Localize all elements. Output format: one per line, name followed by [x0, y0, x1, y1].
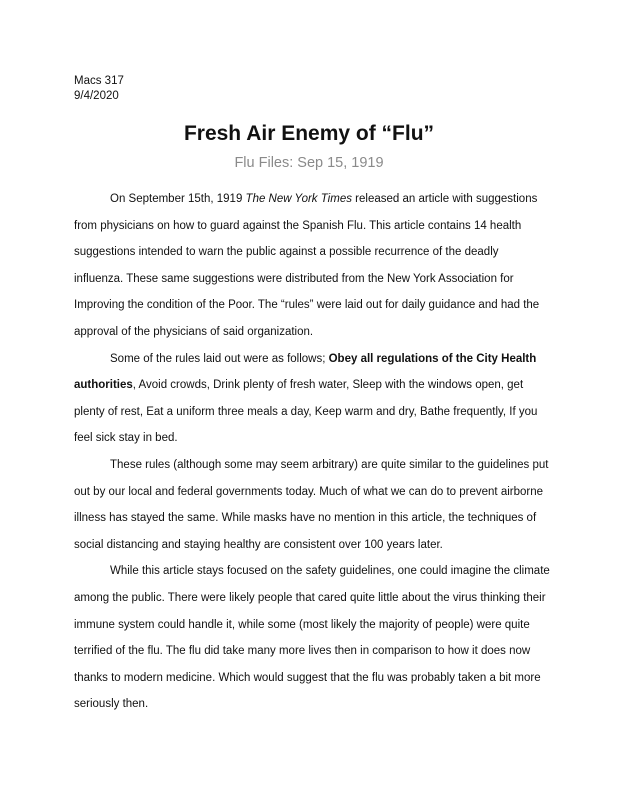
document-date: 9/4/2020: [74, 90, 119, 102]
course-name: Macs 317: [74, 75, 124, 87]
paragraph-3: These rules (although some may seem arbitrary) are quite similar to the guidelines put out by our local and federal governments today. Much of what we can do to prevent airborne illness has stayed the same. While masks have no mention in this article, the techniques of social distancing and staying healthy are consistent over 100 years later.: [74, 458, 549, 551]
paragraph-2: [74, 346, 550, 452]
paragraph-1-text: released an article with suggestions from physicians on how to guard against the Spanish Flu. This article contains 14 health suggestions intended to warn the public against a possible recurrence of the deadly influenza. These same suggestions were distributed from the New York Association for Improving the condition of the Poor. The “rules” were laid out for daily guidance and had the approval of the physicians of said organization.: [74, 193, 540, 338]
paragraph-4: While this article stays focused on the safety guidelines, one could imagine the climate among the public. There were likely people that cared quite little about the virus thinking their immune system could handle it, while some (most likely the majority of people) were quite terrified of the flu. The flu did take many more lives then in comparison to how it does now thanks to modern medicine. Which would suggest that the flu was probably taken a bit more seriously then.: [74, 565, 550, 711]
document-header: [74, 74, 124, 104]
paragraph-1-intro: On September 15th, 1919: [110, 193, 246, 205]
document-body: [74, 186, 550, 718]
paragraph-1: [74, 186, 550, 346]
document-subtitle: Flu Files: Sep 15, 1919: [234, 155, 384, 171]
paragraph-2-intro: Some of the rules laid out were as follows;: [110, 352, 329, 365]
document-title: Fresh Air Enemy of “Flu”: [183, 122, 435, 145]
paragraph-2-text: , Avoid crowds, Drink plenty of fresh water, Sleep with the windows open, get plenty of rest, Eat a uniform three meals a day, Keep warm and dry, Bathe frequently, If you feel sick stay in bed.: [74, 379, 538, 445]
emphasized-rule: Obey all regulations of the City Health authorities: [74, 352, 537, 392]
publication-name: The New York Times: [245, 193, 352, 205]
